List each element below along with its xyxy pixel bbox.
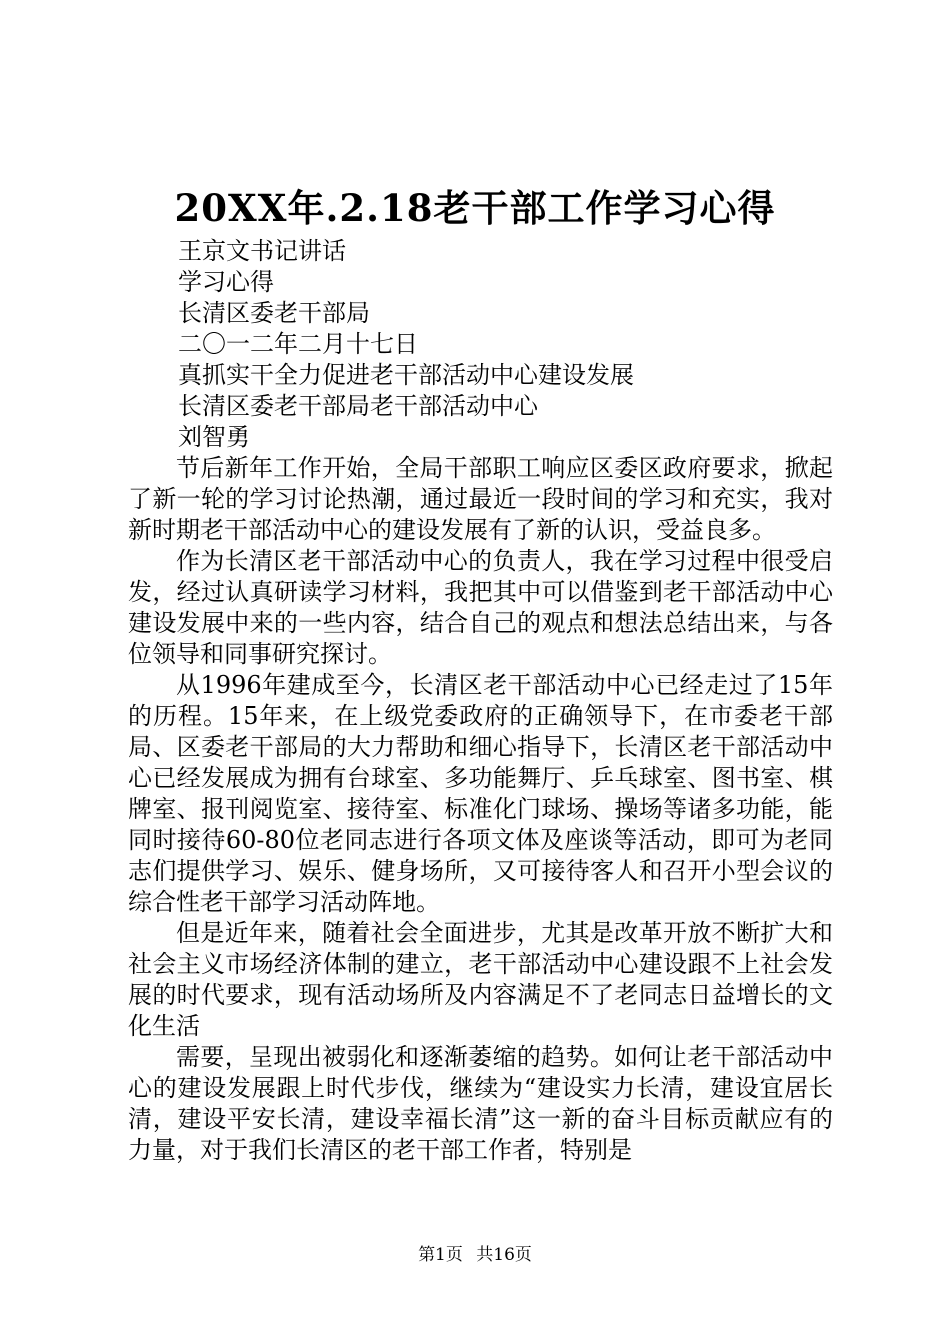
page-footer [0,1243,950,1267]
body-paragraph: 作为长清区老干部活动中心的负责人，我在学习过程中很受启发，经过认真研读学习材料，我把其中可以借鉴到老干部活动中心建设发展中来的一些内容，结合自己的观点和想法总结出来，与各位领导和同事研究探讨。 [128,547,833,668]
body-paragraph: 但是近年来，随着社会全面进步，尤其是改革开放不断扩大和社会主义市场经济体制的建立，老干部活动中心建设跟不上社会发展的时代要求，现有活动场所及内容满足不了老同志日益增长的文化生活 [128,919,833,1040]
meta-line: 王京文书记讲话 [178,237,346,265]
meta-line: 二〇一二年二月十七日 [178,330,418,358]
page-total: 共16页 [476,1245,532,1265]
document-meta-lines [178,236,858,453]
meta-line: 真抓实干全力促进老干部活动中心建设发展 [178,361,634,389]
meta-line: 学习心得 [178,268,274,296]
body-paragraph: 需要，呈现出被弱化和逐渐萎缩的趋势。如何让老干部活动中心的建设发展跟上时代步伐，继续为“建设实力长清，建设宜居长清，建设平安长清，建设幸福长清”这一新的奋斗目标贡献应有的力量，对于我们长清区的老干部工作者，特别是 [128,1043,833,1164]
meta-line: 长清区委老干部局老干部活动中心 [178,392,538,420]
meta-line: 刘智勇 [178,423,250,451]
meta-line: 长清区委老干部局 [178,299,370,327]
page-number: 第1页 [418,1245,463,1265]
document-title: 20XX年.2.18老干部工作学习心得 [174,186,776,230]
body-paragraph: 从1996年建成至今，长清区老干部活动中心已经走过了15年的历程。15年来，在上级党委政府的正确领导下，在市委老干部局、区委老干部局的大力帮助和细心指导下，长清区老干部活动中心已经发展成为拥有台球室、多功能舞厅、乒乓球室、图书室、棋牌室、报刊阅览室、接待室、标准化门球场、操场等诸多功能，能同时接待60-80位老同志进行各项文体及座谈等活动，即可为老同志们提供学习、娱乐、健身场所，又可接待客人和召开小型会议的综合性老干部学习活动阵地。 [128,671,833,916]
body-paragraph: 节后新年工作开始，全局干部职工响应区委区政府要求，掀起了新一轮的学习讨论热潮，通过最近一段时间的学习和充实，我对新时期老干部活动中心的建设发展有了新的认识，受益良多。 [128,454,833,544]
document-body [128,453,833,1166]
